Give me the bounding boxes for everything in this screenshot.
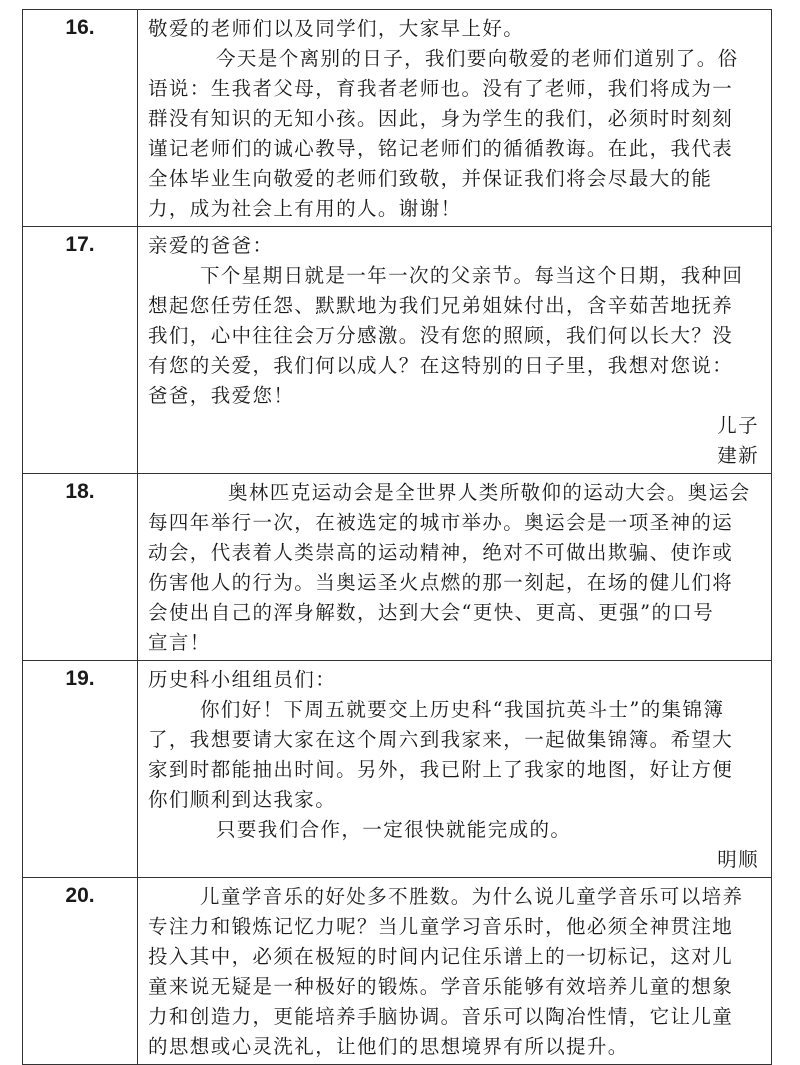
text-line: 今天是个离别的日子，我们要向敬爱的老师们道别了。俗 (216, 47, 739, 70)
text-line: 儿童学音乐的好处多不胜数。为什么说儿童学音乐可以培养 (200, 885, 744, 908)
table-row (23, 10, 772, 227)
text-line: 爸爸，我爱您！ (148, 384, 295, 407)
table-row (23, 474, 772, 661)
item-text (138, 878, 772, 1065)
text-line: 谨记老师们的诚心教导，铭记老师们的循循教诲。在此，我代表 (148, 137, 734, 160)
item-text (138, 661, 772, 878)
text-line: 力和创造力，更能培养手脑协调。音乐可以陶冶性情，它让儿童 (148, 1005, 734, 1028)
item-text (138, 10, 772, 227)
item-text (138, 227, 772, 474)
text-line: 家到时都能抽出时间。另外，我已附上了我家的地图，好让方便 (148, 758, 734, 781)
text-line: 只要我们合作，一定很快就能完成的。 (216, 818, 572, 841)
text-line: 奥林匹克运动会是全世界人类所敬仰的运动大会。奥运会 (228, 481, 751, 504)
table-row (23, 227, 772, 474)
text-line: 童来说无疑是一种极好的锻炼。学音乐能够有效培养儿童的想象 (148, 975, 734, 998)
text-line: 群没有知识的无知小孩。因此，身为学生的我们，必须时时刻刻 (148, 107, 734, 130)
signature: 儿子 (717, 414, 759, 437)
text-line: 专注力和锻炼记忆力呢？当儿童学习音乐时，他必须全神贯注地 (148, 915, 734, 938)
text-line: 敬爱的老师们以及同学们，大家早上好。 (148, 17, 525, 40)
text-line: 宣言！ (148, 631, 211, 654)
text-line: 有您的关爱，我们何以成人？在这特别的日子里，我想对您说： (148, 354, 734, 377)
item-text (138, 474, 772, 661)
text-line: 力，成为社会上有用的人。谢谢！ (148, 197, 462, 220)
text-line: 亲爱的爸爸： (148, 234, 274, 257)
text-line: 投入其中，必须在极短的时间内记住乐谱上的一切标记，这对儿 (148, 945, 734, 968)
item-number: 20. (23, 878, 138, 1065)
text-line: 下个星期日就是一年一次的父亲节。每当这个日期，我种回 (200, 264, 744, 287)
text-line: 会使出自己的浑身解数，达到大会“更快、更高、更强”的口号 (148, 601, 715, 624)
text-line: 你们好！下周五就要交上历史科“我国抗英斗士”的集锦簿 (200, 698, 725, 721)
item-number: 16. (23, 10, 138, 227)
essay-table (22, 9, 772, 1065)
signature: 建新 (717, 444, 759, 467)
text-line: 你们顺利到达我家。 (148, 788, 337, 811)
text-line: 动会，代表着人类崇高的运动精神，绝对不可做出欺骗、使诈或 (148, 541, 734, 564)
signature: 明顺 (717, 848, 759, 871)
item-number: 17. (23, 227, 138, 474)
text-line: 想起您任劳任怨、默默地为我们兄弟姐妹付出，含辛茹苦地抚养 (148, 294, 734, 317)
table-row (23, 878, 772, 1065)
text-line: 历史科小组组员们： (148, 668, 337, 691)
text-line: 了，我想要请大家在这个周六到我家来，一起做集锦簿。希望大 (148, 728, 734, 751)
text-line: 伤害他人的行为。当奥运圣火点燃的那一刻起，在场的健儿们将 (148, 571, 734, 594)
table-row (23, 661, 772, 878)
item-number: 18. (23, 474, 138, 661)
text-line: 每四年举行一次，在被选定的城市举办。奥运会是一项圣神的运 (148, 511, 734, 534)
text-line: 全体毕业生向敬爱的老师们致敬，并保证我们将会尽最大的能 (148, 167, 713, 190)
item-number: 19. (23, 661, 138, 878)
text-line: 我们，心中往往会万分感激。没有您的照顾，我们何以长大？没 (148, 324, 734, 347)
text-line: 语说：生我者父母，育我者老师也。没有了老师，我们将成为一 (148, 77, 734, 100)
text-line: 的思想或心灵洗礼，让他们的思想境界有所以提升。 (148, 1035, 629, 1058)
